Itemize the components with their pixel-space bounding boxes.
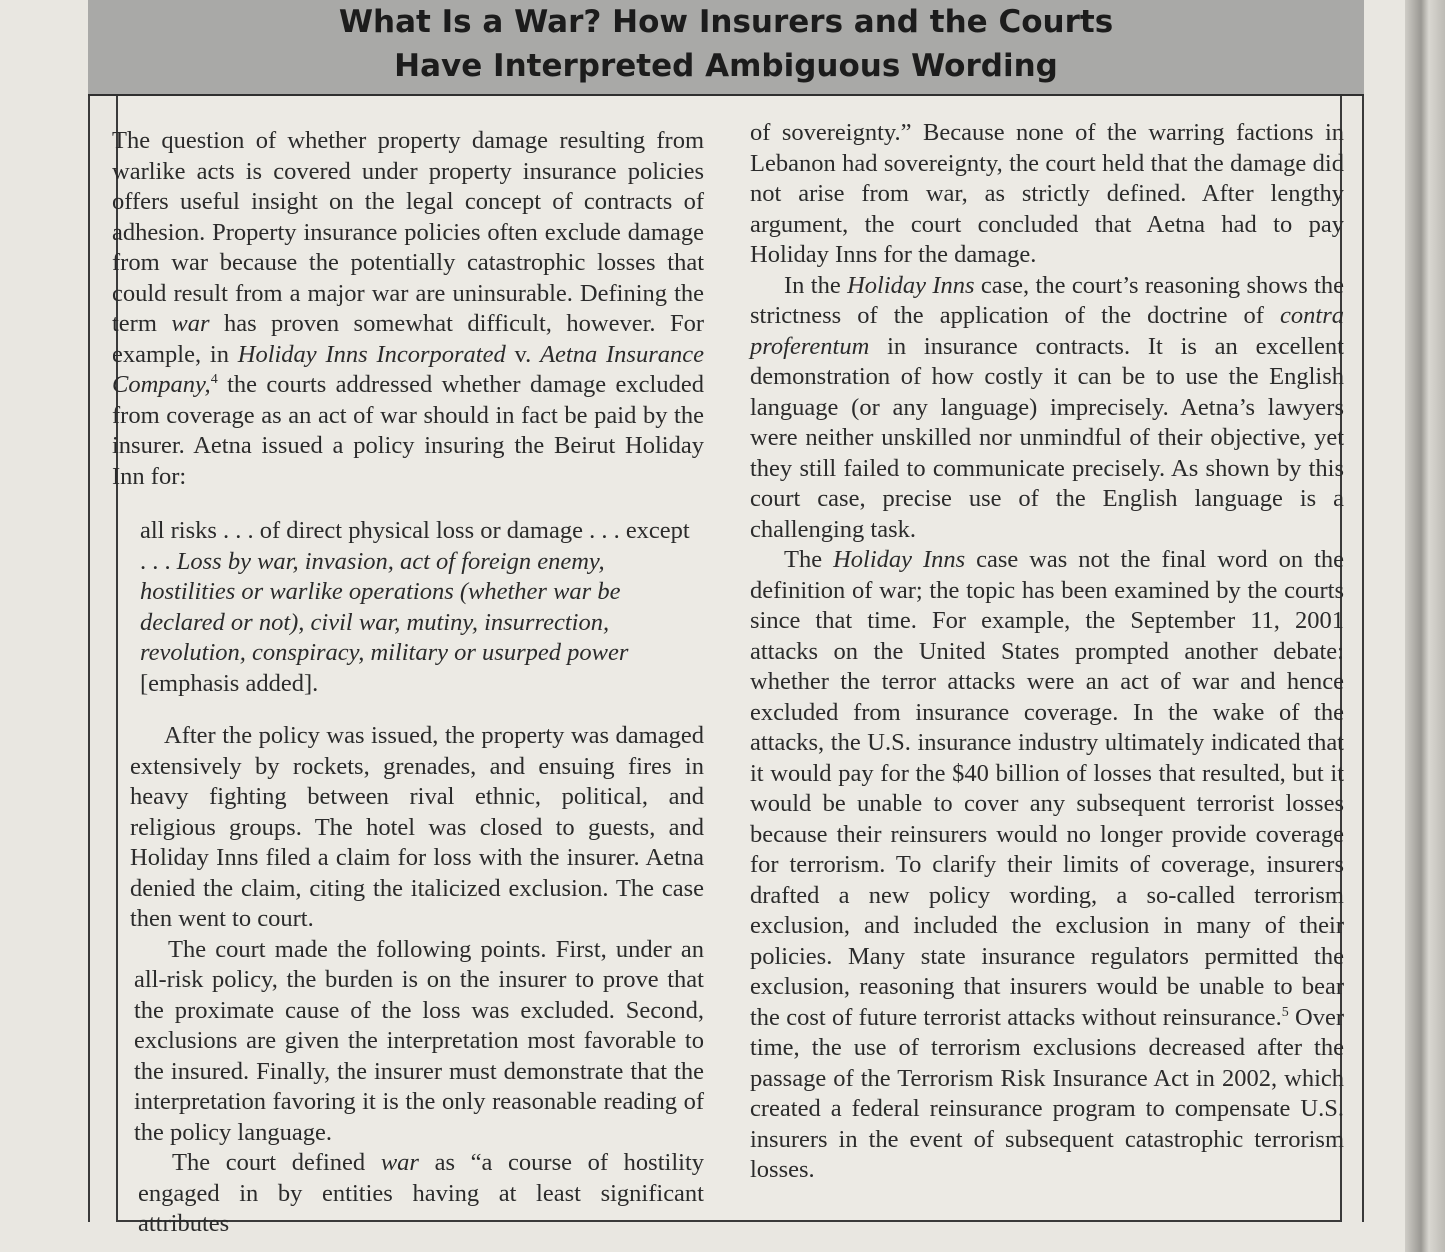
paragraph-sovereignty: of sovereignty.” Because none of the warring factions in Lebanon had sovereignty, the court held that the damage did not arise from war, as strictly defined. After lengthy argument, the court concluded that Aetna had to pay Holiday Inns for the damage. xyxy=(750,119,1344,268)
title-line-1: What Is a War? How Insurers and the Courts xyxy=(338,4,1114,40)
text-run: Over time, the use of terrorism exclusions decreased after the passage of the Terrorism Risk Insurance Act in 2002, which created a federal reinsurance program to compensate U.S. insurers in the event of subsequent catastrophic terrorism losses. xyxy=(750,1003,1344,1183)
paragraph-court-points: The court made the following points. First, under an all-risk policy, the burden is on the insurer to prove that the proximate cause of the loss was excluded. Second, exclusions are given the interpretation most favorable to the insured. Finally, the insurer must demonstrate that the interpretation favoring it is the only reasonable reading of the policy language. xyxy=(134,935,704,1146)
text-run: [emphasis added]. xyxy=(140,669,319,697)
title-line-2: Have Interpreted Ambiguous Wording xyxy=(394,48,1058,84)
text-run: case, the court’s reasoning shows the strictness of the application of the doctrine of xyxy=(750,271,1345,329)
italic-term: contra proferentum xyxy=(750,302,1344,360)
case-name: Holiday Inns xyxy=(833,546,966,573)
paragraph-terrorism xyxy=(750,545,1344,1186)
text-run: has proven somewhat difficult, however. For example, in xyxy=(112,310,704,368)
paragraph-damage: After the policy was issued, the property was damaged extensively by rockets, grenades, and ensuing fires in heavy fighting between rival ethnic, political, and religious groups. The hotel was closed to guests, and Holiday Inns filed a claim for loss with the insurer. Aetna denied the claim, citing the italicized exclusion. The case then went to court. xyxy=(130,722,704,932)
italic-exclusion: Loss by war, invasion, act of foreign enemy, hostilities or warlike operations (whether war be declared or not), civil war, mutiny, insurrection, revolution, conspiracy, military or usurped power xyxy=(140,547,629,666)
left-column xyxy=(112,126,704,1240)
paragraph-reasoning xyxy=(750,271,1344,546)
case-name: Aetna Insurance Company, xyxy=(112,340,705,398)
right-column xyxy=(750,118,1344,1186)
case-name: Holiday Inns Incorporated xyxy=(237,340,506,368)
policy-quote xyxy=(140,516,700,699)
paragraph-intro xyxy=(112,126,704,492)
text-run: all risks . . . of direct physical loss or damage . . . except . . . xyxy=(140,517,690,575)
footnote-ref: 5 xyxy=(1281,1004,1289,1020)
text-run: case was not the final word on the definition of war; the topic has been examined by the courts since that time. For example, the September 11, 2001 attacks on the United States prompted another debate: whether the terror attacks were an act of war and hence excluded from insurance coverage. In the wake of the attacks, the U.S. insurance industry ultimately indicated that it would pay for the $40 billion of losses that resulted, but it would be unable to cover any subsequent terrorist losses because their reinsurers would no longer provide coverage for terrorism. To clarify their limits of coverage, insurers drafted a new policy wording, a so-called terrorism exclusion, and included the exclusion in many of their policies. Many state insurance regulators permitted the exclusion, reasoning that insurers would be unable to bear the cost of future terrorist attacks without reinsurance. xyxy=(750,546,1345,1031)
text-run: In the xyxy=(784,271,848,299)
text-run: the courts addressed whether damage excluded from coverage as an act of war should in fact be paid by the insurer. Aetna issued a policy insuring the Beirut Holiday Inn for: xyxy=(112,371,704,490)
text-run: in insurance contracts. It is an excellent demonstration of how costly it can be to use the English language (or any language) imprecisely. Aetna’s lawyers were neither unskilled nor unmindful of their objective, yet they still failed to communicate precisely. As shown by this court case, precise use of the English language is a challenging task. xyxy=(750,332,1344,543)
text-run: The question of whether property damage resulting from warlike acts is covered under property insurance policies offers useful insight on the legal concept of contracts of adhesion. Property insurance policies often exclude damage from war because the potentially catastrophic losses that could result from a major war are uninsurable. Defining the term xyxy=(112,127,704,337)
text-run: The court defined xyxy=(172,1149,381,1176)
box-title xyxy=(88,0,1364,96)
text-run: as “a course of hostility engaged in by entities having at least significant attributes xyxy=(138,1149,704,1237)
italic-term: war xyxy=(380,1149,419,1176)
footnote-ref: 4 xyxy=(210,371,218,387)
paragraph-war-definition xyxy=(138,1148,704,1240)
case-name: Holiday Inns xyxy=(847,271,975,299)
text-run: v. xyxy=(505,340,541,368)
page-edge xyxy=(1405,0,1445,1252)
text-run: The xyxy=(784,546,834,573)
italic-term: war xyxy=(171,310,210,337)
